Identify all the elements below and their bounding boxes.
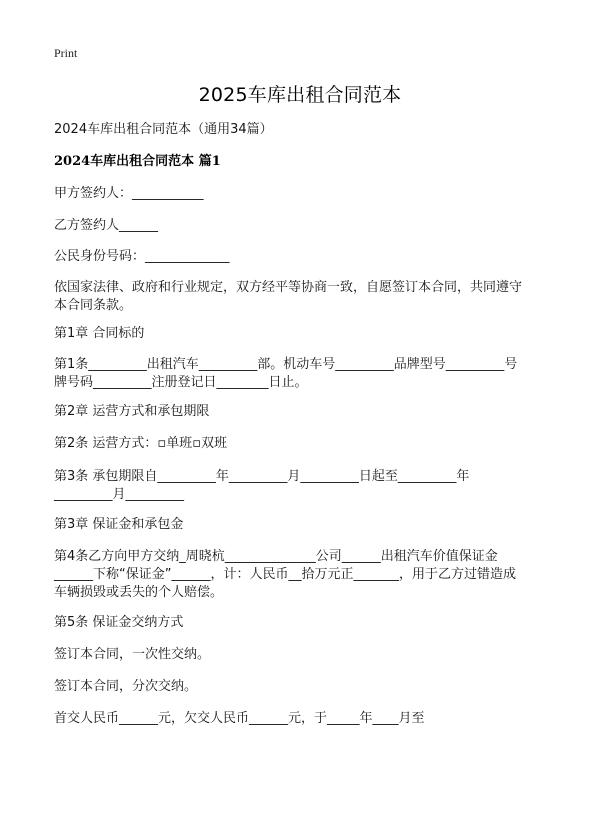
- article-3-line-2: _________月_________: [54, 487, 185, 502]
- article-1-line-2: 牌号码_________注册登记日________日止。: [54, 375, 308, 390]
- article-4-line-2: ______下称“保证金”______，计：人民币__拾万元正_______，用于乙方过错造成: [54, 567, 516, 582]
- article-5-heading: 第5条 保证金交纳方式: [54, 615, 184, 630]
- article-2-operation-mode: 第2条 运营方式：▫单班▫双班: [54, 436, 228, 451]
- payment-installment: 签订本合同，分次交纳。: [54, 679, 198, 694]
- payment-once: 签订本合同，一次性交纳。: [54, 647, 211, 662]
- preamble-line-1: 依国家法律、政府和行业规定，双方经平等协商一致，自愿签订本合同，共同遵守: [54, 280, 523, 295]
- party-b-signatory: 乙方签约人______: [54, 218, 159, 233]
- article-4-line-3: 车辆损毁或丢失的个人赔偿。: [54, 585, 224, 600]
- chapter-3-heading: 第3章 保证金和承包金: [54, 517, 184, 532]
- preamble-line-2: 本合同条款。: [54, 298, 133, 313]
- print-label[interactable]: Print: [54, 46, 78, 60]
- party-a-signatory: 甲方签约人：___________: [54, 186, 204, 201]
- document-subtitle: 2024车库出租合同范本（通用34篇）: [54, 122, 273, 137]
- id-number-field: 公民身份号码：_____________: [54, 249, 230, 264]
- chapter-2-heading: 第2章 运营方式和承包期限: [54, 404, 210, 419]
- chapter-1-heading: 第1章 合同标的: [54, 326, 145, 341]
- payment-detail: 首交人民币______元，欠交人民币______元，于_____年____月至: [54, 711, 425, 726]
- article-4-line-1: 第4条乙方向甲方交纳_周晓杭______________公司______出租汽车价值保证金: [54, 549, 498, 564]
- article-3-line-1: 第3条 承包期限自_________年_________月_________日起至_________年: [54, 469, 470, 484]
- page-title: 2025车库出租合同范本: [198, 84, 402, 106]
- article-1-line-1: 第1条_________出租汽车_________部。机动车号_________品牌型号_________号: [54, 357, 518, 372]
- section-heading: 2024车库出租合同范本 篇1: [54, 154, 221, 169]
